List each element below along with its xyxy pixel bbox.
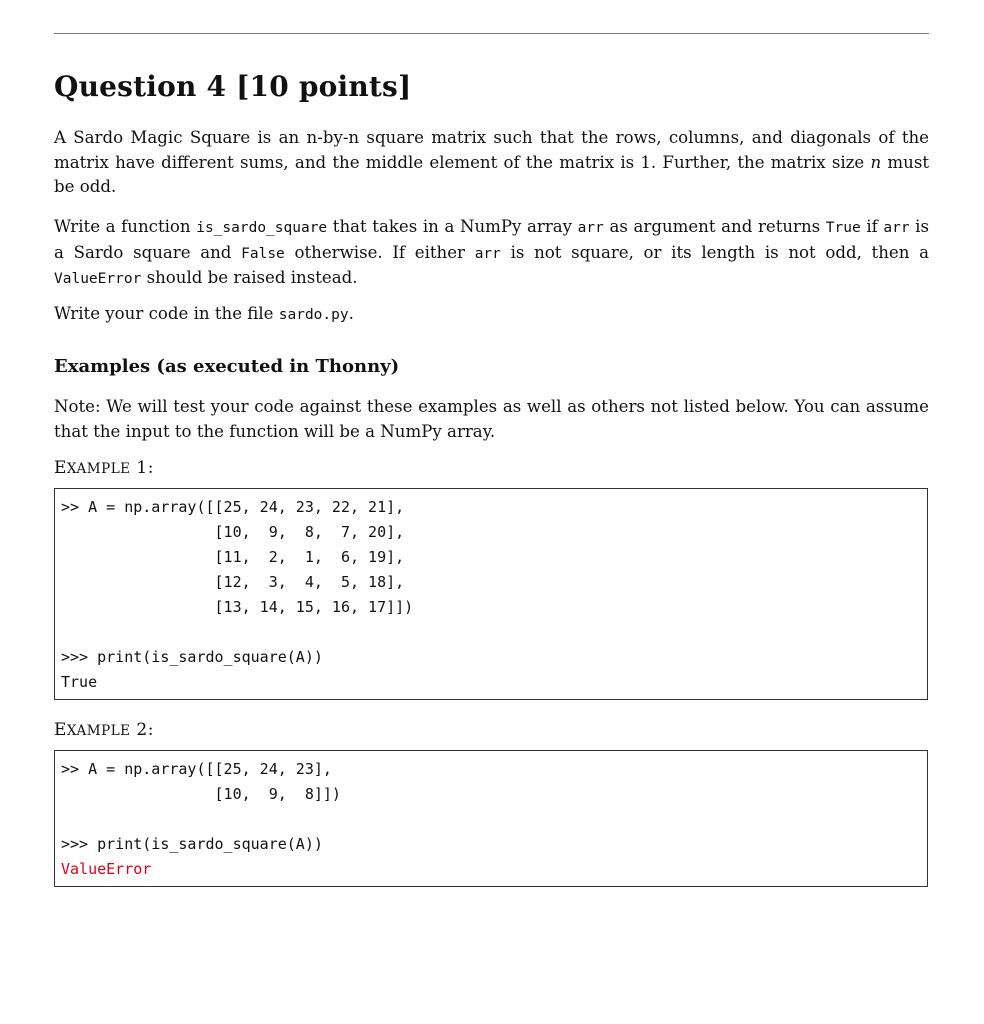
arr-code-1: arr bbox=[577, 220, 604, 236]
example-2-label bbox=[54, 720, 154, 740]
file-name: sardo.py bbox=[278, 307, 349, 323]
example-1-code bbox=[55, 489, 927, 701]
code-line: >>> print(is_sardo_square(A)) bbox=[61, 835, 323, 853]
task-text-4: if bbox=[860, 217, 884, 236]
task-paragraph bbox=[54, 215, 929, 292]
example-2-label-num: 2: bbox=[130, 720, 154, 740]
code-line: [12, 3, 4, 5, 18], bbox=[61, 573, 405, 591]
example-2-label-first: E bbox=[54, 720, 67, 740]
task-text-3: as argument and returns bbox=[603, 217, 826, 236]
examples-heading: Examples (as executed in Thonny) bbox=[54, 356, 400, 377]
file-text: Write your code in the file bbox=[54, 304, 279, 323]
arr-code-3: arr bbox=[474, 245, 501, 262]
task-text-6: otherwise. If either bbox=[284, 242, 475, 262]
example-1-output: True bbox=[61, 673, 98, 691]
note-paragraph: Note: We will test your code against these examples as well as others not listed below. You can assume that the input to the function will be a NumPy array. bbox=[54, 397, 929, 441]
arr-code-2: arr bbox=[883, 220, 910, 236]
example-2-error-output: ValueError bbox=[61, 860, 152, 878]
example-2-code-box bbox=[54, 750, 928, 887]
task-text-5: is a Sardo square and bbox=[54, 217, 930, 262]
code-line: [10, 9, 8, 7, 20], bbox=[61, 523, 405, 541]
code-line: >>> print(is_sardo_square(A)) bbox=[61, 648, 323, 666]
code-line: >> A = np.array([[25, 24, 23], bbox=[61, 760, 332, 778]
top-rule bbox=[54, 33, 929, 34]
code-line: [13, 14, 15, 16, 17]]) bbox=[61, 598, 414, 616]
file-text-end: . bbox=[348, 304, 354, 323]
code-line: [11, 2, 1, 6, 19], bbox=[61, 548, 405, 566]
intro-text: A Sardo Magic Square is an n-by-n square matrix such that the rows, columns, and diagonals of the matrix have different sums, and the middle element of the matrix is 1. Further, the matrix size bbox=[54, 128, 929, 172]
true-code: True bbox=[825, 220, 861, 236]
intro-paragraph bbox=[54, 126, 929, 200]
example-1-label-num: 1: bbox=[130, 458, 154, 478]
intro-var-n: n bbox=[870, 152, 882, 172]
question-title: Question 4 [10 points] bbox=[54, 70, 412, 103]
task-text-2: that takes in a NumPy array bbox=[327, 217, 578, 236]
intro-text-end: must be odd. bbox=[54, 152, 929, 196]
example-1-label-first: E bbox=[54, 458, 67, 478]
example-2-label-rest: XAMPLE bbox=[66, 723, 131, 739]
task-text-1: Write a function bbox=[54, 217, 197, 236]
false-code: False bbox=[241, 245, 285, 262]
example-1-code-box bbox=[54, 488, 928, 700]
task-text-7: is not square, or its length is not odd, then a bbox=[500, 242, 929, 262]
example-2-code bbox=[55, 751, 927, 888]
example-1-label-rest: XAMPLE bbox=[66, 461, 131, 477]
function-name: is_sardo_square bbox=[196, 220, 328, 236]
file-paragraph bbox=[54, 302, 929, 328]
code-line: [10, 9, 8]]) bbox=[61, 785, 341, 803]
example-1-label bbox=[54, 458, 154, 478]
code-line: >> A = np.array([[25, 24, 23, 22, 21], bbox=[61, 498, 405, 516]
task-text-8: should be raised instead. bbox=[141, 268, 358, 287]
valueerror-code: ValueError bbox=[54, 271, 142, 287]
